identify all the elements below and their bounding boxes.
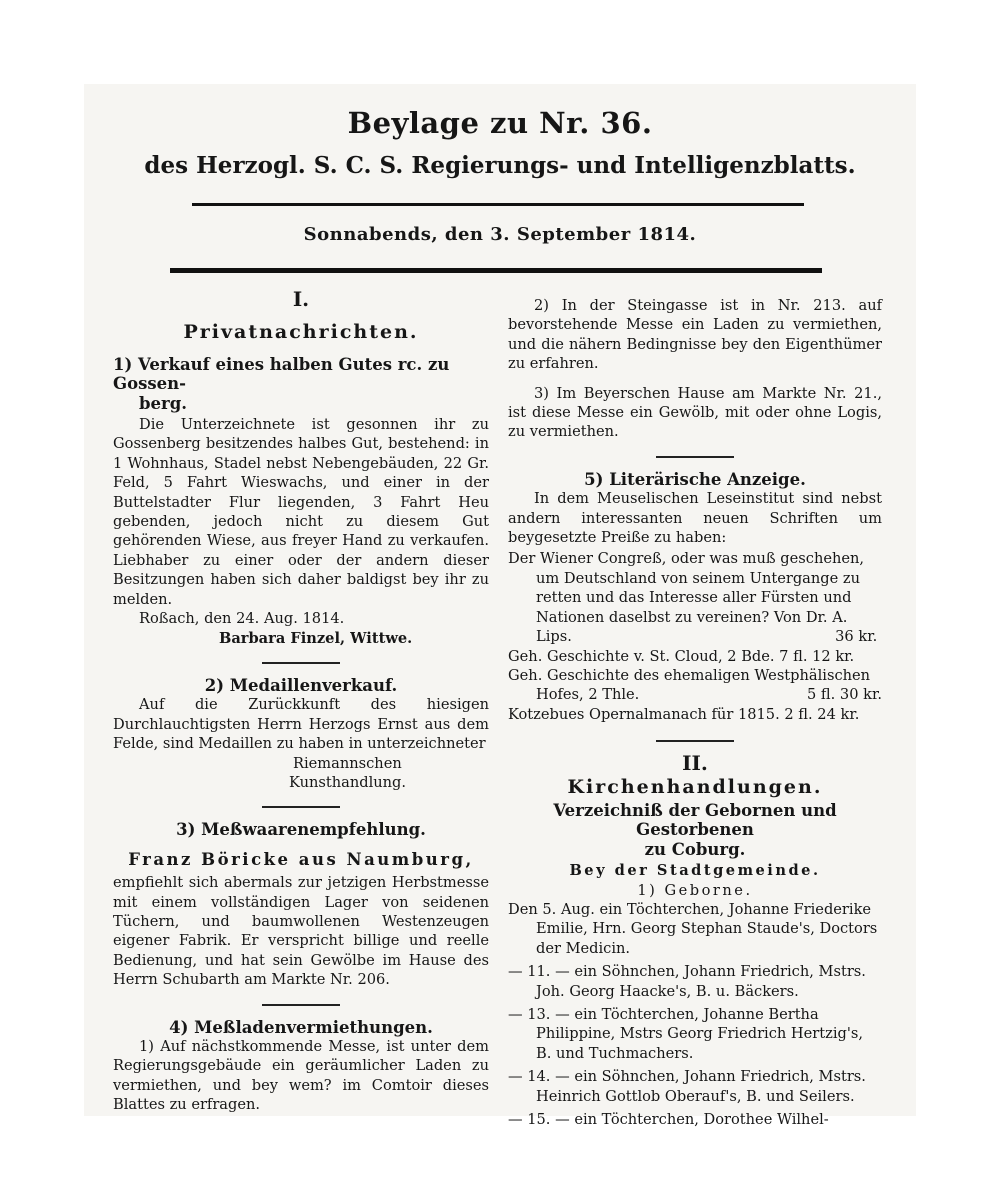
register-entry: Den 5. Aug. ein Töchterchen, Johanne Friederike Emilie, Hrn. Georg Stephan Staude's, Doctors der Medicin. (508, 900, 878, 957)
section-number: I. (292, 287, 310, 311)
header-rule-bottom (170, 268, 822, 273)
register-title: zu Coburg. (644, 839, 746, 859)
signature: Riemannschen (293, 754, 402, 772)
register-entry: — 15. — ein Töchterchen, Dorothee Wilhel- (508, 1111, 829, 1129)
separator (262, 806, 340, 808)
article-text: 1) Auf nächstkommende Messe, ist unter dem Regierungsgebäude ein geräumlicher Laden zu vermiethen, und bey wem? im Comtoir dieses Blattes zu erfragen. (113, 1038, 489, 1114)
article-text: Die Unterzeichnete ist gesonnen ihr zu Gossenberg besitzendes halbes Gut, bestehend: in 1 Wohnhaus, Stadel nebst Nebengebäuden, 22 Gr. Feld, 5 Fahrt Wieswachs, und einer in der Buttelstadter Flur liegenden, 3 Fahrt Heu gebenden, jedoch nicht zu diesem Gut gehörenden Wiese, aus freyer Hand zu verkaufen. Liebhaber zu einer oder der andern dieser Besitzungen haben sich daher baldigst bey ihr zu melden. (113, 416, 489, 608)
book-price: 5 fl. 30 kr. (807, 686, 882, 704)
right-column (508, 296, 882, 1129)
separator (656, 456, 734, 458)
signature: Kunsthandlung. (289, 773, 407, 791)
merchant-name: Franz Böricke aus Naumburg, (128, 849, 474, 869)
article-heading: 2) Medaillenverkauf. (204, 675, 398, 695)
parish-heading: Bey der Stadtgemeinde. (569, 862, 821, 880)
book-listing: Geh. Geschichte v. St. Cloud, 2 Bde. 7 fl. 12 kr. (508, 647, 855, 665)
births-heading: 1) Geborne. (637, 881, 753, 899)
register-entry: — 14. — ein Söhnchen, Johann Friedrich, Mstrs. Heinrich Gottlob Oberauf's, B. und Seilers. (508, 1068, 866, 1105)
header-rule-top (192, 203, 804, 206)
signature: Barbara Finzel, Wittwe. (219, 629, 413, 647)
left-column (113, 287, 489, 1115)
section-title: Kirchenhandlungen. (567, 775, 823, 798)
article-heading: 4) Meßladenvermiethungen. (169, 1017, 433, 1037)
separator (262, 662, 340, 664)
register-entry: — 13. — ein Töchterchen, Johanne Bertha Philippine, Mstrs Georg Friedrich Hertzig's, B. und Tuchmachers. (508, 1006, 863, 1062)
article-text: 3) Im Beyerschen Hause am Markte Nr. 21., ist diese Messe ein Gewölb, mit oder ohne Logis, zu vermiethen. (508, 384, 882, 441)
book-price: 36 kr. (835, 628, 878, 646)
article-heading: 1) Verkauf eines halben Gutes rc. zu Gossen- (113, 354, 450, 394)
article-text: Auf die Zurückkunft des hiesigen Durchlauchtigsten Herrn Herzogs Ernst aus dem Felde, sind Medaillen zu haben in unterzeichneter (113, 696, 489, 753)
article-text: 2) In der Steingasse ist in Nr. 213. auf bevorstehende Messe ein Laden zu vermiethen, und die nähern Bedingnisse bey den Eigenthümer zu erfahren. (508, 297, 882, 373)
section-title: Privatnachrichten. (183, 321, 419, 344)
section-number: II. (682, 751, 708, 776)
article-heading: 3) Meßwaarenempfehlung. (176, 820, 426, 840)
register-title: Verzeichniß der Gebornen und Gestorbenen (553, 800, 837, 840)
book-listing (508, 666, 882, 705)
register-entry: — 11. — ein Söhnchen, Johann Friedrich, Mstrs. Joh. Georg Haacke's, B. u. Bäckers. (508, 963, 866, 1000)
article-heading-cont: berg. (139, 393, 188, 413)
article-heading: 5) Literärische Anzeige. (584, 469, 806, 489)
book-title: Der Wiener Congreß, oder was muß geschehen, um Deutschland von seinem Untergange zu retten und das Interesse aller Fürsten und Nationen daselbst zu vereinen? Von Dr. A. Lips. (508, 550, 865, 646)
gazette-subtitle: des Herzogl. S. C. S. Regierungs- und Intelligenzblatts. (144, 152, 856, 179)
place-date: Roßach, den 24. Aug. 1814. (139, 610, 345, 628)
book-listing: Kotzebues Opernalmanach für 1815. 2 fl. 24 kr. (508, 705, 860, 723)
book-listing (508, 549, 882, 646)
book-title: Geh. Geschichte des ehemaligen Westphälischen Hofes, 2 Thle. (508, 666, 871, 704)
separator (262, 1004, 340, 1006)
supplement-title: Beylage zu Nr. 36. (347, 106, 653, 140)
separator (656, 740, 734, 742)
article-text: empfiehlt sich abermals zur jetzigen Herbstmesse mit einem vollständigen Lager von seidenen Tüchern, und baumwollenen Westenzeugen eigener Fabrik. Er verspricht billige und reelle Bedienung, und hat sein Gewölbe im Hause des Herrn Schubarth am Markte Nr. 206. (113, 874, 489, 989)
article-text: In dem Meuselischen Leseinstitut sind nebst andern interessanten neuen Schriften um beygesetzte Preiße zu haben: (508, 490, 882, 547)
issue-date: Sonnabends, den 3. September 1814. (303, 224, 697, 245)
